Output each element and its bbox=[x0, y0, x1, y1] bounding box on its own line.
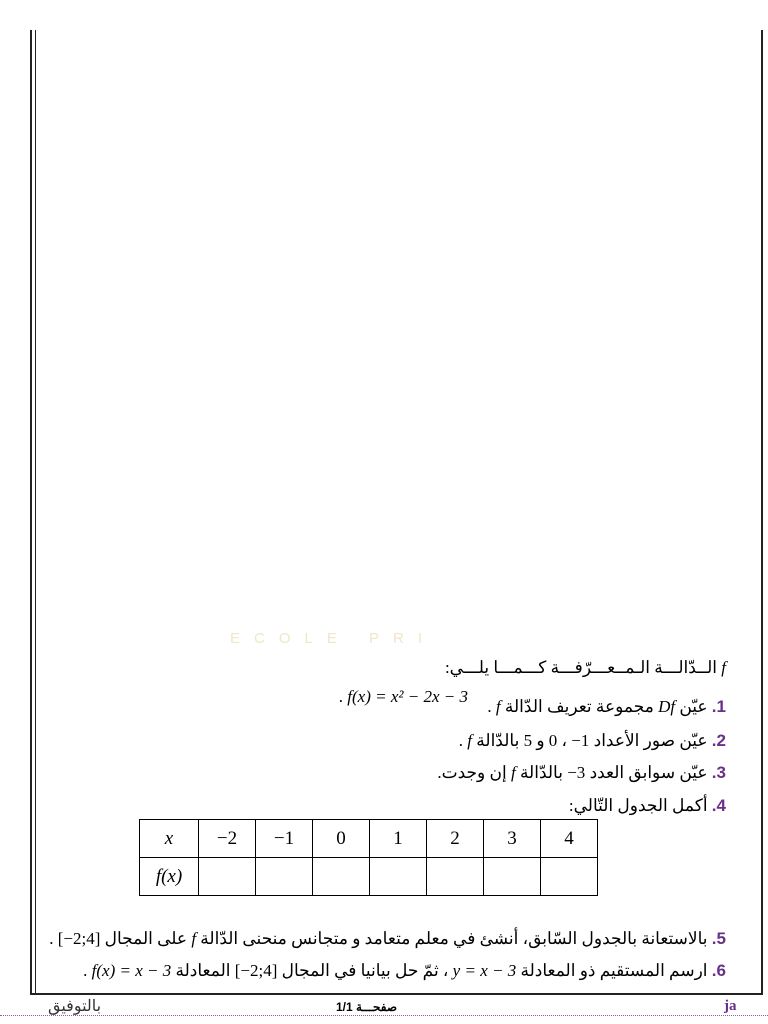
watermark: ECOLE PRI bbox=[230, 630, 437, 647]
intro-line-1 bbox=[445, 657, 726, 679]
question-text: ، 0 و 5 بالدّالة bbox=[476, 731, 568, 750]
table-cell-x: −2 bbox=[199, 820, 256, 858]
question-math: −3 bbox=[567, 763, 586, 782]
table-cell-fx bbox=[427, 858, 484, 896]
table-cell-x: −1 bbox=[256, 820, 313, 858]
table-cell-x: 4 bbox=[541, 820, 598, 858]
question-text: ارسم المستقيم ذو المعادلة bbox=[520, 961, 708, 980]
footer-good-luck: بالتوفيق bbox=[48, 998, 102, 1015]
question-4 bbox=[569, 795, 726, 817]
table-header-x: x bbox=[140, 820, 199, 858]
question-end: . bbox=[83, 961, 88, 980]
question-5 bbox=[49, 928, 726, 950]
values-table bbox=[139, 819, 598, 896]
question-text: عيّن سوابق العدد bbox=[589, 763, 708, 782]
table-header-fx: f(x) bbox=[140, 858, 199, 896]
question-text: المعادلة bbox=[175, 961, 231, 980]
question-math: f(x) = x − 3 bbox=[91, 961, 172, 980]
question-text: على المجال bbox=[104, 929, 188, 948]
question-number: 1. bbox=[711, 697, 726, 716]
table-cell-x: 3 bbox=[484, 820, 541, 858]
question-number: 3. bbox=[711, 763, 726, 782]
table-cell-fx bbox=[370, 858, 427, 896]
question-math: Df bbox=[658, 697, 676, 716]
footer-initials: ja bbox=[724, 998, 737, 1014]
page-border-bottom bbox=[30, 993, 763, 995]
table-cell-x: 1 bbox=[370, 820, 427, 858]
question-number: 5. bbox=[711, 929, 726, 948]
question-number: 2. bbox=[711, 731, 726, 750]
intro-text: الــدّالـــة الـمــعـــرّفـــة كـــمـــا يلـــي: bbox=[444, 658, 718, 677]
question-number: 4. bbox=[711, 796, 726, 815]
table-cell-fx bbox=[541, 858, 598, 896]
question-end: . bbox=[458, 731, 464, 750]
question-math: [−2;4] bbox=[234, 961, 278, 980]
table-row-fx bbox=[140, 858, 598, 896]
question-text: مجموعة تعريف الدّالة bbox=[504, 697, 654, 716]
footer-page-number: صفحـــة 1/1 bbox=[336, 1000, 398, 1014]
question-math: f bbox=[495, 697, 501, 716]
page-border-left bbox=[30, 30, 36, 994]
question-text: بالدّالة bbox=[519, 763, 563, 782]
question-number: 6. bbox=[711, 961, 726, 980]
intro-formula: f(x) = x² − 2x − 3 bbox=[347, 687, 468, 706]
question-end: . bbox=[487, 697, 492, 716]
table-cell-x: 2 bbox=[427, 820, 484, 858]
question-text: ، ثمّ حل بيانيا في المجال bbox=[281, 961, 449, 980]
table-cell-fx bbox=[313, 858, 370, 896]
table-row-x bbox=[140, 820, 598, 858]
question-text: أكمل الجدول التّالي: bbox=[568, 796, 708, 815]
question-math: f bbox=[467, 731, 473, 750]
question-math: −1 bbox=[571, 731, 590, 750]
question-end: إن وجدت. bbox=[437, 763, 507, 782]
page-border-right bbox=[761, 30, 763, 994]
question-math: y = x − 3 bbox=[452, 961, 517, 980]
question-text: بالاستعانة بالجدول السّابق، أنشئ في معلم متعامد و متجانس منحنى الدّالة bbox=[200, 929, 708, 948]
question-2 bbox=[459, 730, 726, 752]
table-cell-fx bbox=[199, 858, 256, 896]
intro-function-symbol: f bbox=[721, 658, 726, 677]
footer-dotted-line bbox=[0, 1015, 768, 1016]
question-math: [−2;4] bbox=[57, 929, 101, 948]
question-3 bbox=[437, 762, 726, 784]
question-math: f bbox=[191, 929, 197, 948]
question-end: . bbox=[49, 929, 54, 948]
question-1 bbox=[487, 696, 726, 718]
question-math: f bbox=[510, 763, 516, 782]
question-6 bbox=[83, 960, 726, 982]
intro-line-2 bbox=[339, 686, 468, 708]
table-cell-fx bbox=[256, 858, 313, 896]
table-cell-fx bbox=[484, 858, 541, 896]
question-text: عيّن صور الأعداد bbox=[593, 731, 708, 750]
question-text: عيّن bbox=[679, 697, 708, 716]
table-cell-x: 0 bbox=[313, 820, 370, 858]
intro-end: . bbox=[338, 687, 344, 706]
